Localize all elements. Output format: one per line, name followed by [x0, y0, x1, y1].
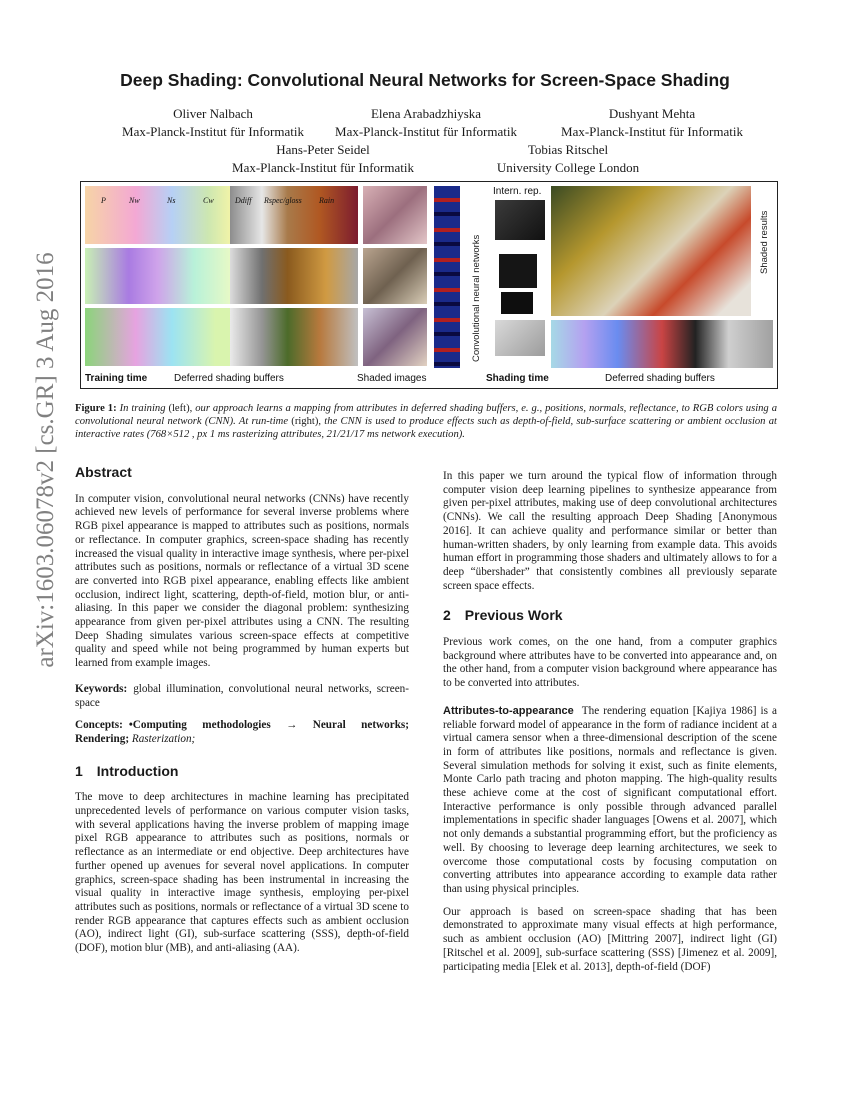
author-name: Tobias Ritschel: [527, 142, 609, 157]
training-time-label: Training time: [85, 373, 148, 384]
shading-time-label: Shading time: [486, 373, 549, 384]
right-paragraph-4: Our approach is based on screen-space shading that has been demonstrated to approximate many visual effects at high performance, such as ambient occlusion (AO) [Mittring 2007], indirect light (GI) [Ritschel et al. 2009], sub-surface scattering (SSS) [Jimenez et al. 2009], participating media [Elek et al. 2013], depth-of-field (DOF): [443, 905, 777, 973]
buffer-tile-row2-shading: [230, 248, 358, 304]
author-affiliation: Max-Planck-Institut für Informatik: [335, 124, 517, 139]
teaser-figure: [80, 181, 778, 389]
concepts: [75, 719, 409, 746]
author-affiliation: University College London: [496, 160, 640, 175]
previous-work-heading: [443, 609, 777, 623]
intern-rep-tile-1: [495, 200, 545, 240]
buffer-tile-row3-color: [85, 308, 230, 366]
attributes-paragraph: [443, 705, 777, 897]
deferred-right-label: Deferred shading buffers: [605, 373, 715, 384]
right-column: [443, 470, 777, 983]
author-block: [326, 105, 526, 141]
intro-text: The move to deep architectures in machine learning has precipitated unprecedented levels of performance on various computer vision tasks, with several applications having the inverse problem of mapping image pixel RGB appearance to attributes such as positions, normals or reflectance as an intermediate or end objective. Deep architectures have further opened up avenues for several novel applications. In computer graphics, screen-space shading has been instrumental in increasing the visual quality in interactive image synthesis, employing per-pixel attributes such as positions, normals or reflectance of a virtual 3D scene to render RGB appearance that captures effects such as ambient occlusion (AO), indirect light (GI), sub-surface scattering (SSS), depth-of-field (DOF), motion blur (MB), and anti-aliasing (AA).: [75, 791, 409, 955]
buffer-tag-p: P: [101, 196, 106, 205]
author-affiliation: Max-Planck-Institut für Informatik: [122, 124, 304, 139]
concepts-bold: •Computing methodologies → Neural networks; Rendering;: [75, 719, 409, 745]
concepts-italic: Rasterization;: [131, 732, 196, 745]
attributes-heading: Attributes-to-appearance: [443, 704, 574, 717]
cnn-label: Convolutional neural networks: [471, 234, 482, 362]
caption-text-2: (left),: [165, 403, 196, 414]
shaded-results-image: [551, 186, 751, 316]
author-name: Hans-Peter Seidel: [276, 142, 370, 157]
intern-rep-tile-2: [499, 254, 537, 288]
shaded-image-2: [363, 248, 427, 304]
arxiv-stamp-text: arXiv:1603.06078v2 [cs.GR] 3 Aug 2016: [32, 252, 59, 668]
buffer-tile-row1-shading: [230, 186, 358, 244]
shaded-image-1: [363, 186, 427, 244]
deferred-left-label: Deferred shading buffers: [174, 373, 284, 384]
caption-text-1: In training: [116, 403, 166, 414]
intern-rep-tile-3: [501, 292, 533, 314]
sec2-number: 2: [443, 607, 451, 624]
author-affiliation: Max-Planck-Institut für Informatik: [561, 124, 743, 139]
buffer-tile-row1-color: [85, 186, 230, 244]
author-name: Dushyant Mehta: [608, 106, 696, 121]
deferred-buffers-strip: [551, 320, 773, 368]
keywords-text: global illumination, convolutional neural networks, screen-space: [75, 682, 409, 709]
sec2-title: Previous Work: [464, 607, 563, 624]
right-paragraph-1: In this paper we turn around the typical flow of information through computer vision deep learning pipelines to synthesize appearance from given per-pixel attributes, making use of deep convolutional architectures (CNNs). We call the resulting approach Deep Shading [Anonymous 2016]. It can achieve quality and performance similar or better than human-written shaders, by only learning from example data. This avoids human effort in programming those shaders and ultimately allows to for a deep “übershader” that consistently combines all previously separate screen space effects.: [443, 470, 777, 592]
shaded-image-3: [363, 308, 427, 366]
author-name: Oliver Nalbach: [173, 106, 253, 121]
caption-text-5: the CNN is used to produce effects such as depth-of-field, sub-surface scattering or ambient occlusion at interactive rates (768×512 , px 1 ms rasterizing attributes, 21/21/17 ms network execution).: [75, 416, 777, 441]
author-block: [222, 141, 424, 177]
buffer-tag-ns: Ns: [167, 196, 176, 205]
arxiv-stamp: [4, 252, 84, 668]
right-paragraph-2: Previous work comes, on the one hand, from a computer graphics background where attributes have to be converted into appearance and, on the other hand, from a computer vision background where appearance has to be converted into attributes.: [443, 636, 777, 690]
buffer-tag-ddiff: Ddiff: [235, 196, 252, 205]
keywords-label: Keywords:: [75, 682, 128, 695]
author-affiliation: Max-Planck-Institut für Informatik: [232, 160, 414, 175]
buffer-tag-rain: Rain: [319, 196, 335, 205]
paper-title: Deep Shading: Convolutional Neural Networks for Screen-Space Shading: [120, 70, 730, 90]
author-block: [468, 141, 668, 177]
caption-text-3: our approach learns a mapping from attributes in deferred shading buffers, e. g., positions, normals, reflectance, to RGB colors using a convolutional neural network (CNN). At run-time: [75, 403, 777, 428]
caption-text-4: (right),: [288, 416, 325, 428]
intro-number: 1: [75, 762, 83, 779]
attributes-text: The rendering equation [Kajiya 1986] is a reliable forward model of appearance in the form of radiance incident at a virtual camera sensor when a three-dimensional description of the scene in form of attributes like positions, normals and reflectance is given. Several simulation methods for solving it exist, such as finite elements, Monte Carlo path tracing and photon mapping. The high-quality results these achieve come at the cost of significant computational effort. Interactive performance is only possible through advanced parallel implementations in specific shader languages [Owens et al. 2007], which not only demands a substantial programming effort, but the proficiency as well. By choosing to leverage deep learning architectures, we seek to overcome those computational costs by focusing computation on converting attributes into appearance according to example data rather than using physical principles.: [443, 704, 777, 895]
buffer-tag-nw: Nw: [129, 196, 140, 205]
abstract-heading: Abstract: [75, 464, 132, 480]
shaded-images-label: Shaded images: [357, 373, 427, 384]
left-column: [75, 466, 409, 965]
figure-caption: [75, 402, 777, 442]
author-name: Elena Arabadzhiyska: [370, 106, 482, 121]
buffer-tag-cw: Cw: [203, 196, 214, 205]
abstract-text: In computer vision, convolutional neural networks (CNNs) have recently achieved new levels of performance for several inverse problems where RGB pixel appearance is mapped to attributes such as positions, normals or reflectance. In computer graphics, screen-space shading has recently increased the visual quality in interactive image synthesis, where per-pixel attributes such as positions, normals or reflectance of a virtual 3D scene are converted into RGB pixel appearance, enabling effects like ambient occlusion, indirect light, scattering, depth-of-field, motion blur, or anti-aliasing. In this paper we consider the diagonal problem: synthesizing appearance from given per-pixel attributes using a CNN. The resulting Deep Shading simulates various screen-space effects at competitive quality and speed while not being programmed by human experts but learned from example images.: [75, 492, 409, 670]
intern-rep-label: Intern. rep.: [493, 186, 542, 197]
intro-title: Introduction: [96, 762, 179, 779]
caption-label: Figure 1:: [75, 403, 117, 414]
intern-rep-output: [495, 320, 545, 356]
shaded-results-label: Shaded results: [759, 210, 770, 274]
buffer-tile-row2-color: [85, 248, 230, 304]
intro-heading: [75, 762, 409, 779]
keywords: [75, 683, 409, 710]
author-block: [100, 105, 326, 141]
buffer-tag-rspec: Rspec/gloss: [264, 196, 302, 205]
author-block: [552, 105, 752, 141]
network-kernels: [434, 186, 460, 368]
concepts-label: Concepts:: [75, 719, 123, 732]
buffer-tile-row3-shading: [230, 308, 358, 366]
